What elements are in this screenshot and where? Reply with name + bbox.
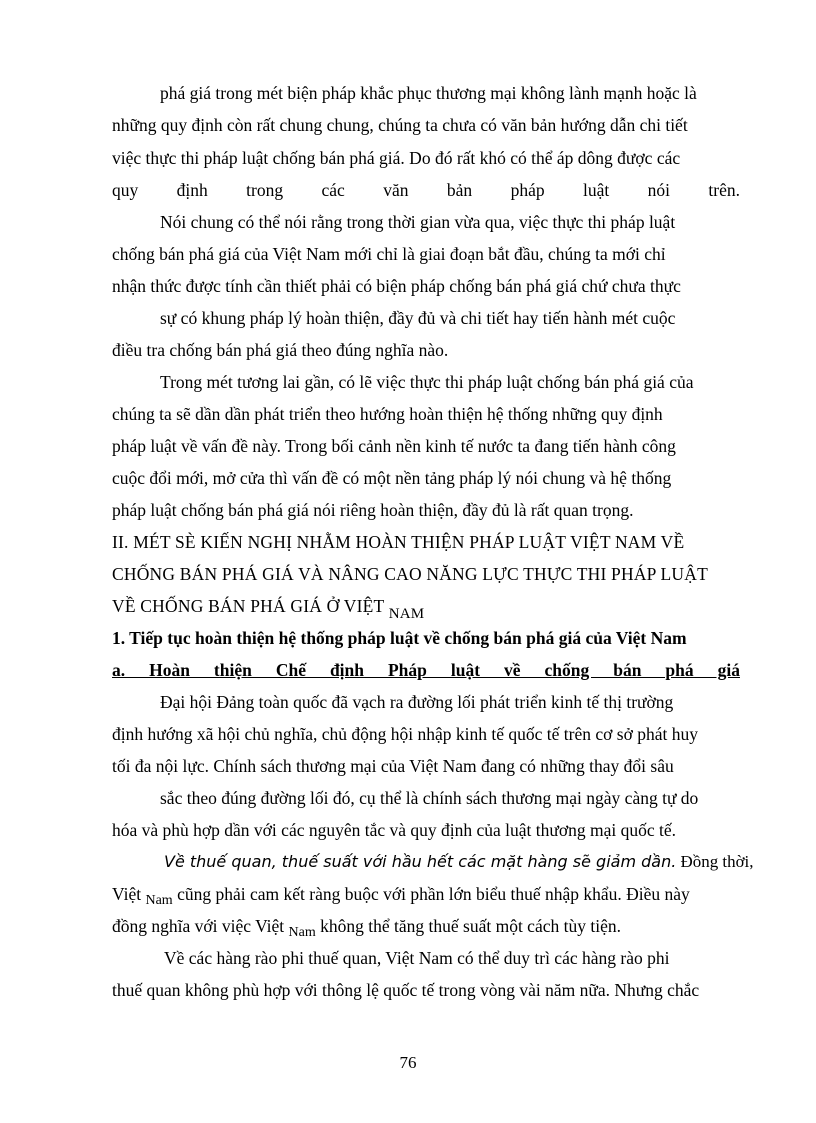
text-span: Việt — [112, 884, 146, 904]
text-line — [112, 883, 740, 908]
subsection-heading: 1. Tiếp tục hoàn thiện hệ thống pháp luật về chống bán phá giá của Việt Nam — [112, 628, 687, 648]
text-line: Đại hội Đảng toàn quốc đã vạch ra đường lối phát triển kinh tế thị trường — [160, 692, 674, 712]
text-line — [164, 851, 754, 873]
text-line: sự có khung pháp lý hoàn thiện, đầy đủ và chi tiết hay tiến hành mét cuộc — [160, 308, 676, 328]
text-span: đồng nghĩa với việc Việt — [112, 916, 289, 936]
text-line: Nói chung có thể nói rằng trong thời gian vừa qua, việc thực thi pháp luật — [160, 212, 676, 232]
text-line: những quy định còn rất chung chung, chúng ta chưa có văn bản hướng dẫn chi tiết — [112, 115, 688, 135]
text-span: Nam — [288, 925, 316, 940]
text-line: việc thực thi pháp luật chống bán phá giá. Do đó rất khó có thể áp dông được các — [112, 148, 681, 168]
text-span: Nam — [145, 893, 173, 908]
text-line: pháp luật chống bán phá giá nói riêng hoàn thiện, đầy đủ là rất quan trọng. — [112, 500, 634, 520]
text-line: tối đa nội lực. Chính sách thương mại của Việt Nam đang có những thay đổi sâu — [112, 756, 674, 776]
text-line: Trong mét tương lai gần, có lẽ việc thực thi pháp luật chống bán phá giá của — [160, 372, 694, 392]
section-heading — [112, 595, 740, 622]
text-line: chúng ta sẽ dần dần phát triển theo hướng hoàn thiện hệ thống những quy định — [112, 404, 663, 424]
page-number: 76 — [399, 1053, 417, 1072]
italic-text: Về thuế quan, thuế suất với hầu hết các mặt hàng sẽ giảm dần. — [164, 852, 677, 871]
text-line: cuộc đổi mới, mở cửa thì vấn đề có một nền tảng pháp lý nói chung và hệ thống — [112, 468, 672, 488]
text-line: Về các hàng rào phi thuế quan, Việt Nam có thể duy trì các hàng rào phi — [164, 948, 670, 968]
text-line: định hướng xã hội chủ nghĩa, chủ động hội nhập kinh tế quốc tế trên cơ sở phát huy — [112, 724, 698, 744]
text-span: Đồng thời, — [676, 852, 754, 871]
heading-text: NAM — [388, 606, 425, 622]
text-line: phá giá trong mét biện pháp khắc phục thương mại không lành mạnh hoặc là — [160, 83, 697, 103]
text-line: chống bán phá giá của Việt Nam mới chỉ là giai đoạn bắt đầu, chúng ta mới chỉ — [112, 244, 666, 264]
heading-text: VỀ CHỐNG BÁN PHÁ GIÁ Ở VIỆT — [112, 596, 385, 616]
section-heading: II. MÉT SÈ KIẾN NGHỊ NHẰM HOÀN THIỆN PHÁP LUẬT VIỆT NAM VỀ — [112, 532, 685, 552]
text-line: pháp luật về vấn đề này. Trong bối cảnh nền kinh tế nước ta đang tiến hành công — [112, 436, 676, 456]
text-line: điều tra chống bán phá giá theo đúng nghĩa nào. — [112, 340, 449, 360]
text-line: sắc theo đúng đường lối đó, cụ thể là chính sách thương mại ngày càng tự do — [160, 788, 699, 808]
section-heading: CHỐNG BÁN PHÁ GIÁ VÀ NÂNG CAO NĂNG LỰC THỰC THI PHÁP LUẬT — [112, 564, 708, 584]
text-line: thuế quan không phù hợp với thông lệ quốc tế trong vòng vài năm nữa. Nhưng chắc — [112, 980, 700, 1000]
text-line: nhận thức được tính cần thiết phải có biện pháp chống bán phá giá chứ chưa thực — [112, 276, 681, 296]
text-span: không thể tăng thuế suất một cách tùy tiện. — [315, 916, 621, 936]
text-line — [112, 915, 740, 940]
subsection-heading: a. Hoàn thiện Chế định Pháp luật về chống bán phá giá — [112, 660, 740, 680]
text-span: cũng phải cam kết ràng buộc với phần lớn biểu thuế nhập khẩu. Điều này — [172, 884, 690, 904]
text-line: quy định trong các văn bản pháp luật nói trên. — [112, 180, 740, 200]
text-line: hóa và phù hợp dần với các nguyên tắc và quy định của luật thương mại quốc tế. — [112, 820, 677, 840]
